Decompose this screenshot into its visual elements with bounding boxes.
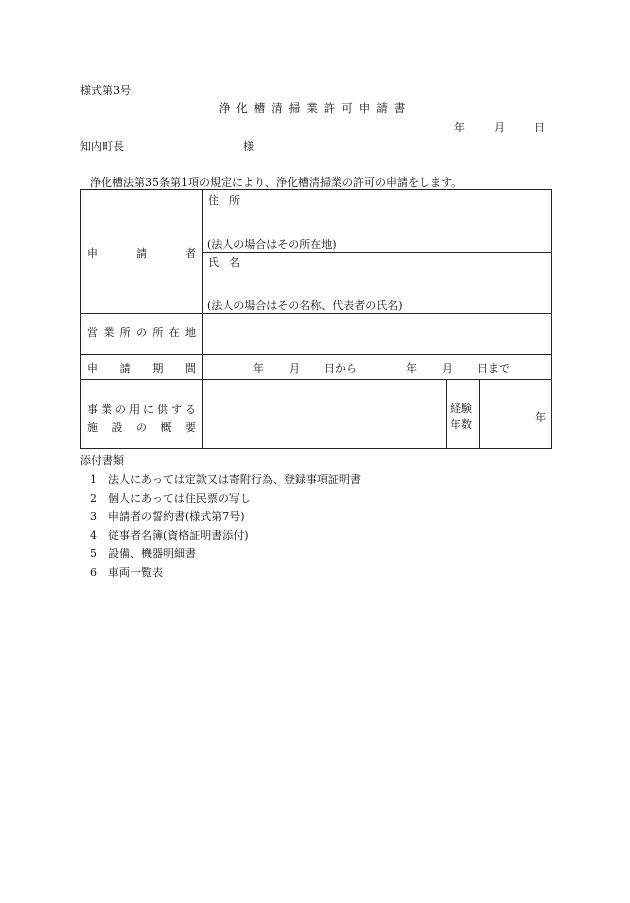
item-text: 従事者名簿(資格証明書添付): [108, 528, 249, 542]
office-char: 地: [184, 326, 196, 339]
period-day-to: 日まで: [477, 362, 510, 375]
period-day-from: 日から: [324, 362, 357, 375]
period-char: 請: [119, 362, 131, 375]
experience-label: [450, 401, 472, 433]
facility-char: に: [143, 403, 154, 416]
item-text: 法人にあっては定款又は寄附行為、登録事項証明書: [108, 473, 361, 486]
office-label: [87, 324, 196, 340]
experience-field[interactable]: [482, 382, 530, 446]
item-text: 申請者の誓約書(様式第7号): [108, 510, 245, 523]
office-char: 所: [152, 326, 164, 339]
date-year: 年: [454, 121, 465, 134]
facility-label: [87, 401, 196, 435]
label-column-divider: [202, 190, 203, 448]
facility-label-line1: [87, 401, 196, 417]
addressee-line: [80, 138, 254, 154]
period-year-from: 年: [253, 362, 264, 375]
experience-label-line2: 年数: [450, 418, 472, 431]
form-number: 様式第3号: [80, 84, 131, 97]
facility-char: 事: [87, 403, 98, 416]
office-char: 業: [103, 326, 115, 339]
applicant-char-1: 申: [87, 247, 98, 260]
facility-char: 設: [111, 421, 123, 434]
facility-char: の: [115, 403, 126, 416]
applicant-label-text: [87, 245, 196, 261]
facility-char: る: [185, 403, 196, 416]
item-text: 車両一覧表: [108, 565, 163, 579]
applicant-label: [87, 245, 196, 261]
item-text: 個人にあっては住民票の写し: [108, 491, 251, 505]
list-item: [90, 527, 361, 546]
item-number: 5: [90, 547, 97, 560]
facility-char: の: [136, 421, 147, 434]
facility-char: 施: [87, 421, 98, 434]
office-char: 営: [87, 326, 98, 339]
list-item: [90, 471, 361, 490]
facility-label-line2: [87, 419, 196, 435]
row-divider-office-period: [81, 354, 551, 355]
name-note: (法人の場合はその名称、代表者の氏名): [207, 299, 403, 312]
facility-char: 供: [157, 403, 168, 416]
period-char: 期: [152, 362, 164, 375]
experience-label-line1: 経験: [450, 402, 472, 415]
period-char: 申: [87, 362, 98, 375]
facility-field[interactable]: [205, 382, 443, 446]
list-item: [90, 490, 361, 509]
item-text: 設備、機器明細書: [108, 547, 196, 560]
honorific: 様: [243, 140, 254, 153]
experience-divider-right: [479, 379, 480, 448]
addressee: 知内町長: [80, 140, 124, 153]
date-day: 日: [534, 121, 545, 134]
facility-char: 概: [160, 421, 172, 434]
period-month-from: 月: [289, 362, 300, 375]
attachments-title: 添付書類: [80, 454, 124, 467]
attachments-list: [90, 471, 361, 582]
date-month: 月: [494, 121, 505, 134]
list-item: [90, 508, 361, 527]
list-item: [90, 564, 361, 583]
date-line: [454, 119, 545, 135]
experience-divider-left: [446, 379, 447, 448]
item-number: 3: [90, 510, 97, 523]
period-label: [87, 360, 196, 376]
name-label-text: 氏名: [208, 256, 250, 269]
name-field[interactable]: [205, 266, 547, 296]
facility-char: 用: [129, 403, 140, 416]
facility-char: す: [171, 403, 182, 416]
row-divider-address-name: [202, 252, 551, 253]
applicant-char-2: 請: [136, 247, 147, 260]
office-char: の: [135, 326, 147, 339]
item-number: 4: [90, 528, 97, 542]
address-label-text: 住所: [208, 194, 250, 207]
address-note: (法人の場合はその所在地): [207, 238, 337, 251]
row-divider-applicant-office: [81, 313, 551, 314]
item-number: 2: [90, 491, 97, 505]
period-month-to: 月: [442, 362, 453, 375]
office-field[interactable]: [205, 316, 549, 352]
facility-char: 要: [185, 421, 196, 434]
office-char: 在: [168, 326, 180, 339]
intro-statement: 浄化槽法第35条第1項の規定により、浄化槽清掃業の許可の申請をします。: [90, 176, 463, 189]
period-year-to: 年: [406, 362, 417, 375]
list-item: [90, 545, 361, 564]
item-number: 1: [90, 473, 97, 486]
row-divider-period-facility: [81, 379, 551, 380]
address-field[interactable]: [205, 202, 547, 236]
document-title: 浄化槽清掃業許可申請書: [218, 101, 412, 115]
applicant-char-3: 者: [185, 247, 196, 260]
experience-unit: 年: [535, 411, 546, 424]
application-table: [80, 189, 552, 449]
item-number: 6: [90, 565, 97, 579]
office-char: 所: [119, 326, 131, 339]
facility-char: 業: [101, 403, 112, 416]
period-char: 間: [184, 362, 196, 375]
